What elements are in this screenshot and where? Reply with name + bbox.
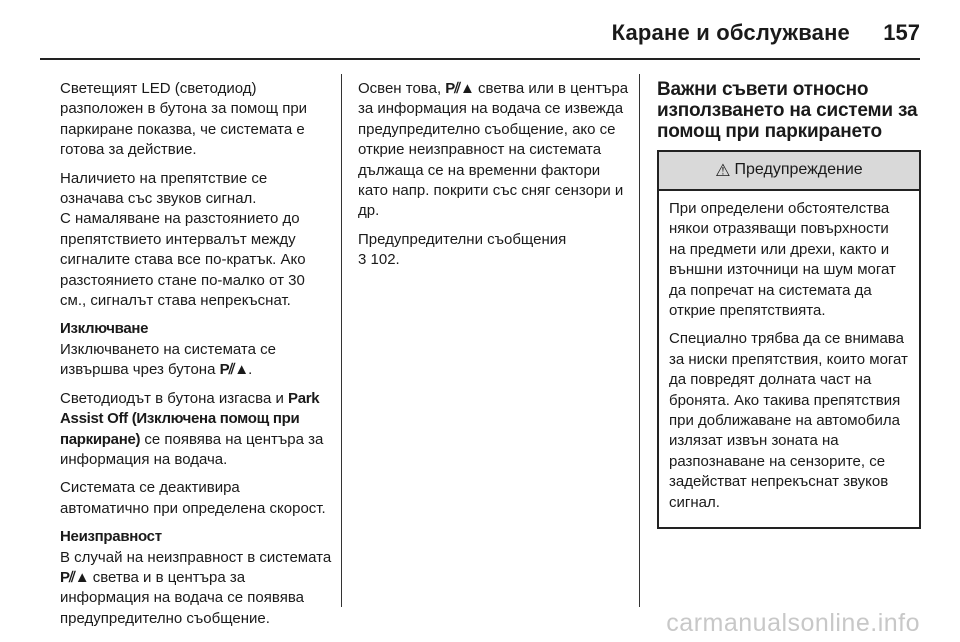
column-divider-2	[639, 74, 640, 607]
warning-box	[657, 150, 921, 529]
switch-off-text: Изключването на системата се извършва чрез бутона	[60, 340, 276, 379]
obstacle-line-1: Наличието на препятствие се означава със звуков сигнал.	[60, 169, 268, 208]
warning-icon: ⚠	[715, 161, 731, 180]
warning-messages-text: Предупредителни съобщения	[358, 230, 567, 248]
column-3	[657, 79, 921, 529]
switch-off-heading: Изключване	[60, 320, 149, 338]
page-ref-link[interactable]: 102.	[370, 251, 400, 269]
obstacle-line-2: С намаляване на разстоянието до препятствието интервалът между сигналите става все по-кратък. Ако разстоянието стане по-малко от 30 см., сигналът става непрекъснат.	[60, 210, 306, 310]
section-switch-off: Изключване Изключването на системата се извършва чрез бутона P⫽▲.	[60, 319, 332, 380]
paragraph-temporary-fault	[358, 79, 630, 222]
led-off-end: се появява на центъра за информация на водача.	[60, 430, 324, 468]
column-1	[60, 79, 332, 637]
park-assist-icon: P⫽▲	[219, 361, 249, 379]
paragraph-led-ready: Светещият LED (светодиод) разположен в бутона за помощ при паркиране показва, че системата е готова за действие.	[60, 80, 308, 159]
temporary-fault-start: Освен това,	[358, 80, 442, 97]
section-fault	[60, 527, 332, 629]
warning-paragraph-2: Специално трябва да се внимава за ниски препятствия, които могат да повредят долната част на бронята. Ако такива препятствия при доближаване на автомобила излязат извън зоната на разпознаване на сензорите, се задействат непрекъснат звуков сигнал.	[669, 330, 908, 511]
page-header	[0, 0, 960, 60]
page-title: Каране и обслужване	[611, 20, 850, 45]
paragraph-warning-messages	[358, 230, 630, 271]
important-tips-heading: Важни съвети относно използването на системи за помощ при паркирането	[657, 79, 918, 142]
page-ref-icon: 3	[358, 251, 367, 269]
paragraph-led-off	[60, 389, 332, 471]
led-off-start: Светодиодът в бутона изгасва и	[60, 389, 284, 407]
page-number: 157	[883, 20, 920, 45]
fault-text-end: светва и в центъра за информация на водача се появява предупредително съобщение.	[60, 568, 304, 627]
header-divider	[40, 58, 920, 60]
temporary-fault-end: светва или в центъра за информация на водача се извежда предупредително съобщение, ако се открие неизправност на системата дължаща се на временни фактори като напр. покрити със сняг сензори и др.	[358, 80, 629, 220]
watermark: carmanualsonline.info	[666, 609, 920, 637]
park-assist-icon: P⫽▲	[445, 80, 474, 97]
paragraph-obstacle	[60, 169, 332, 312]
park-assist-off-message: Park Assist Off (Изключена помощ при паркиране)	[60, 389, 320, 448]
paragraph-auto-off: Системата се деактивира автоматично при определена скорост.	[60, 479, 326, 517]
fault-heading: Неизправност	[60, 528, 162, 546]
fault-text-start: В случай на неизправност в системата	[60, 548, 332, 566]
column-2	[358, 79, 630, 279]
column-divider-1	[341, 74, 342, 607]
park-assist-icon: P⫽▲	[60, 568, 89, 586]
warning-body	[659, 191, 919, 527]
warning-paragraph-1: При определени обстоятелства някои отразяващи повърхности на предмети или дрехи, както и външни източници на шум могат да попречат на системата да открие препятствията.	[669, 200, 896, 320]
warning-header	[659, 152, 919, 191]
warning-title: Предупреждение	[734, 161, 863, 179]
